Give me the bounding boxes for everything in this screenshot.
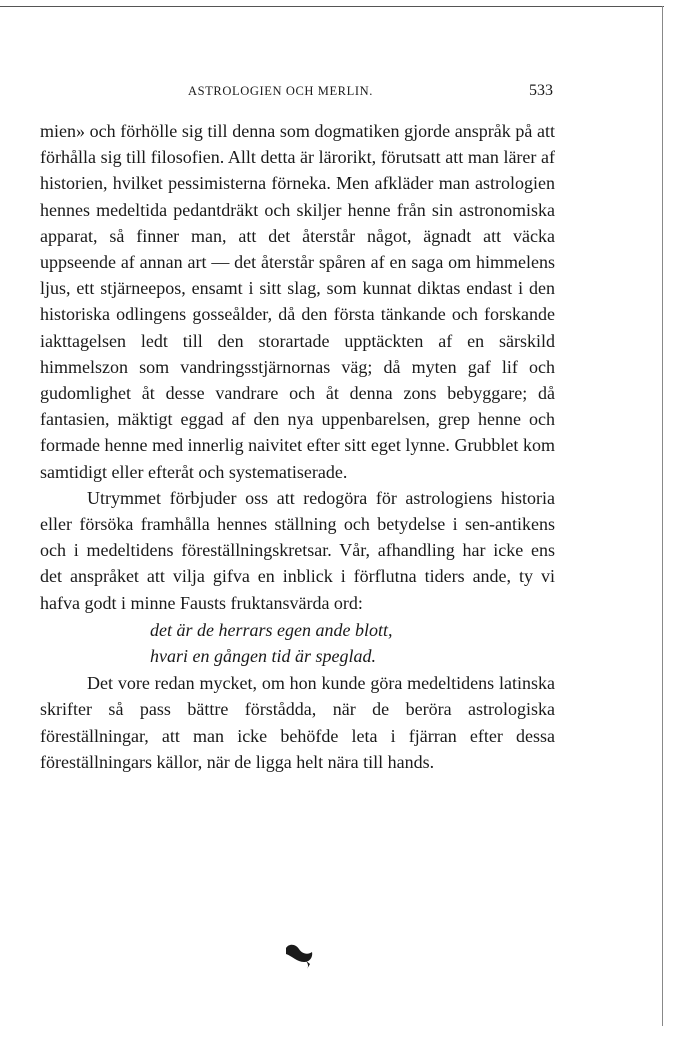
paragraph-3: Det vore redan mycket, om hon kunde göra medeltidens latinska skrifter så pass bättre förstådda, när de beröra astrologiska föreställningar, att man icke behöfde leta i fjärran efter dessa föreställningars källor, när de ligga helt nära till hands. <box>40 673 555 772</box>
verse-quote <box>150 617 555 669</box>
body-text <box>40 118 555 775</box>
verse-line-1: det är de herrars egen ande blott, <box>150 619 393 640</box>
fleuron-icon <box>280 940 320 970</box>
top-rule <box>0 6 664 7</box>
verse-line-2: hvari en gången tid är speglad. <box>150 646 376 667</box>
page-number: 533 <box>529 82 553 99</box>
page-header <box>40 82 555 102</box>
right-edge-rule <box>662 6 663 1026</box>
paragraph-1: mien» och förhölle sig till denna som dogmatiken gjorde anspråk på att förhålla sig till filosofien. Allt detta är lärorikt, förutsatt att man lärer af historien, hvilket pessimisterna förneka. Men afkläder man astrologien hennes medeltida pedantdräkt och skiljer henne från sin astronomiska apparat, så finner man, att det återstår något, ägnadt att väcka uppseende af annan art — det återstår spåren af en saga om himmelens ljus, ett stjärneepos, ensamt i sitt slag, som kunnat diktas endast i den historiska odlingens gosseålder, då den första tänkande och forskande iakttagelsen ledt till den storartade upptäckten af en särskild himmelszon som vandringsstjärnornas väg; då myten gaf lif och gudomlighet åt desse vandrare och åt denna zons bebyggare; då fantasien, mäktigt eggad af den nya uppenbarelsen, grep henne och formade henne med innerlig naivitet efter sitt eget lynne. Grubblet kom samtidigt eller efteråt och systematiserade. <box>40 121 555 482</box>
running-head: ASTROLOGIEN OCH MERLIN. <box>188 84 373 98</box>
paragraph-2: Utrymmet förbjuder oss att redogöra för astrologiens historia eller försöka framhålla hennes ställning och betydelse i sen-antikens och i medeltidens föreställningskretsar. Vår, afhandling har icke ens det anspråket att vilja gifva en inblick i förflutna tiders ande, ty vi hafva godt i minne Fausts fruktansvärda ord: <box>40 487 555 613</box>
